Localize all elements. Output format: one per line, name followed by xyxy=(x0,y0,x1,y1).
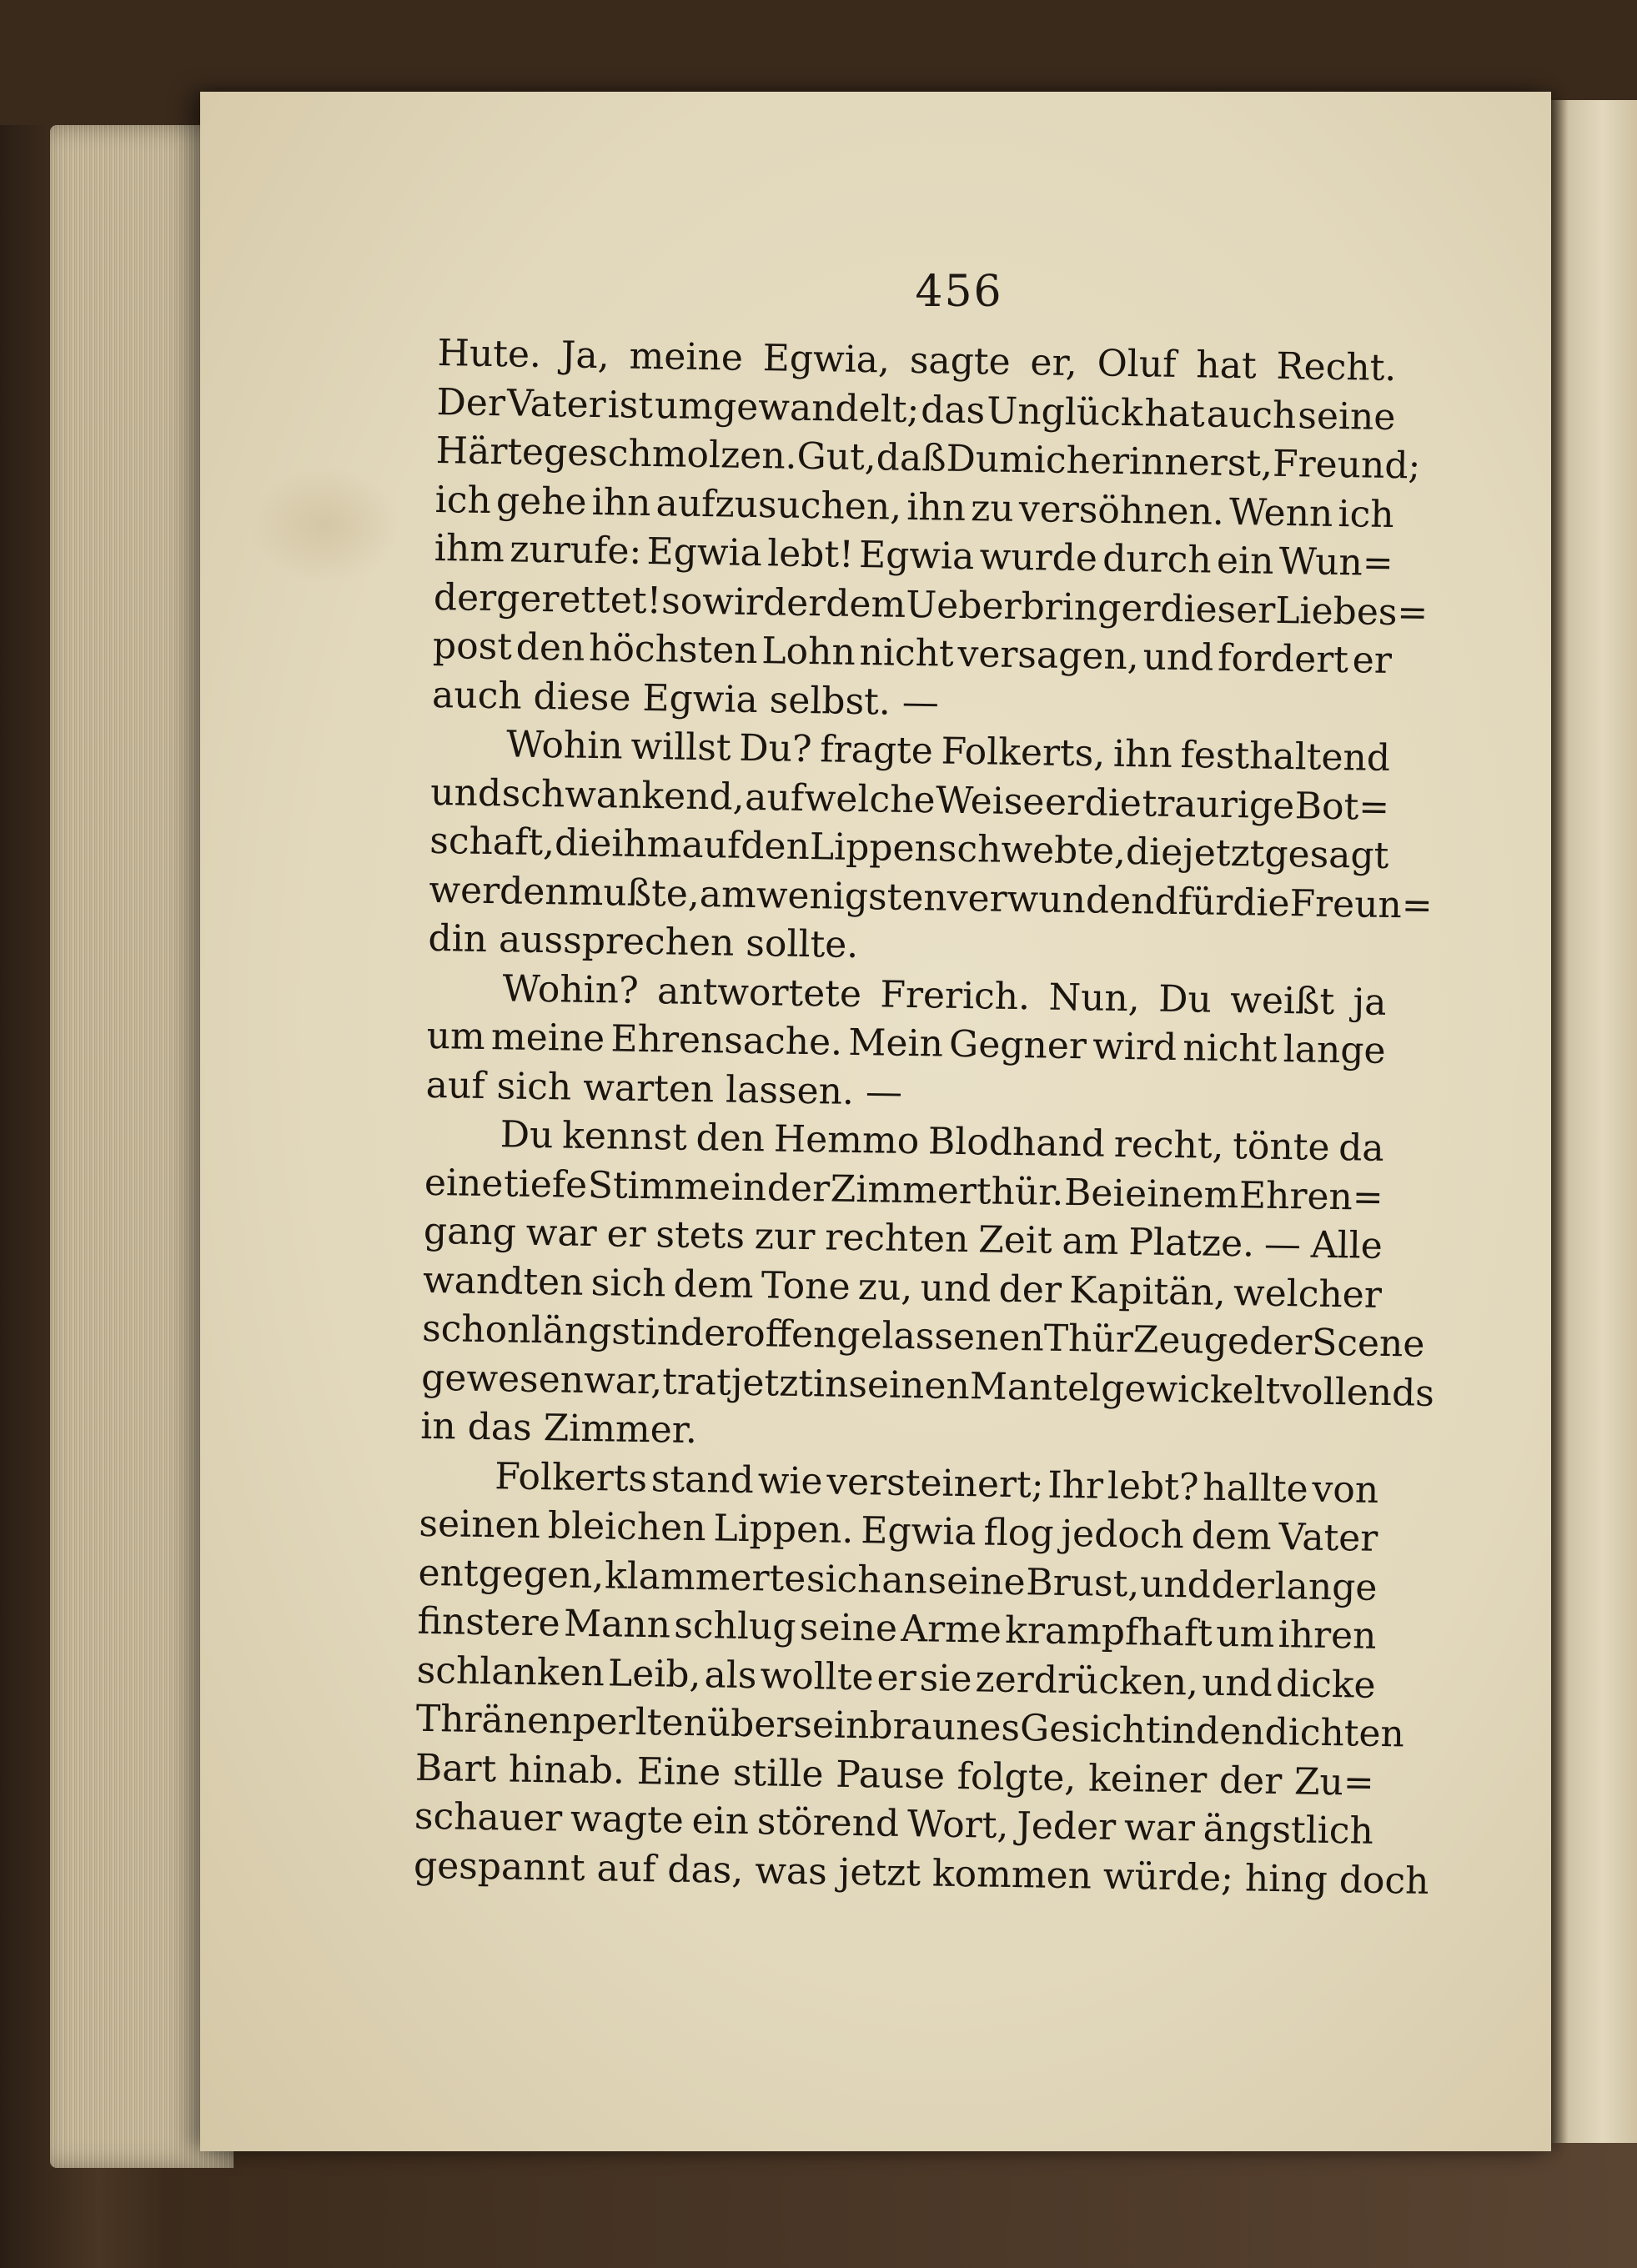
text-line: schon längst in der offengelassenen Thür Zeuge der Scene xyxy=(421,1307,1425,1366)
paragraph xyxy=(425,963,1387,1125)
text-line: gewesen war, trat jetzt in seinen Mantel gewickelt vollends xyxy=(420,1356,1435,1415)
text-line: Wohin? antwortete Frerich. Nun, Du weißt ja xyxy=(502,966,1387,1024)
text-line: gang war er stets zur rechten Zeit am Platze. — Alle xyxy=(423,1209,1383,1267)
text-line: Folkerts stand wie versteinert; Ihr lebt? hallte von xyxy=(495,1454,1379,1512)
text-line: schlanken Leib, als wollte er sie zerdrücken, und dicke xyxy=(416,1648,1376,1707)
text-line: gespannt auf das, was jetzt kommen würde; hing doch xyxy=(413,1844,1429,1903)
text-line: wandten sich dem Tone zu, und der Kapitän, welcher xyxy=(422,1258,1383,1317)
text-line: schaft, die ihm auf den Lippen schwebte, die jetzt gesagt xyxy=(429,819,1389,877)
text-line: Wohin willst Du? fragte Folkerts, ihn festhaltend xyxy=(505,723,1391,780)
text-line: auch diese Egwia selbst. — xyxy=(431,673,940,724)
text-line: Der Vater ist umgewandelt; das Unglück hat auch seine xyxy=(436,380,1396,439)
paragraph xyxy=(419,1110,1435,1467)
text-line: entgegen, klammerte sich an seine Brust, und der lange xyxy=(418,1551,1378,1609)
text-line: Thränen perlten über sein braunes Gesicht in den dichten xyxy=(415,1697,1405,1756)
text-line: werden mußte, am wenigsten verwundend für die Freun= xyxy=(429,868,1434,927)
paragraph xyxy=(431,329,1429,735)
paper-stain xyxy=(250,467,400,584)
paragraph xyxy=(428,720,1434,979)
text-line: und schwankend, auf welche Weise er die traurige Bot= xyxy=(429,770,1390,829)
text-line: post den höchsten Lohn nicht versagen, und fordert er xyxy=(432,624,1393,683)
text-line: Du kennst den Hemmo Blodhand recht, tönte da xyxy=(500,1113,1385,1170)
text-line: der gerettet! so wird er dem Ueberbringer dieser Liebes= xyxy=(433,575,1429,635)
text-line: in das Zimmer. xyxy=(419,1404,698,1453)
paragraph xyxy=(413,1451,1429,1904)
text-line: seinen bleichen Lippen. Egwia flog jedoch dem Vater xyxy=(419,1502,1378,1560)
text-line: ich gehe ihn aufzusuchen, ihn zu versöhnen. Wenn ich xyxy=(434,478,1394,536)
text-line: ihm zurufe: Egwia lebt! Egwia wurde durch ein Wun= xyxy=(434,526,1394,585)
text-line: auf sich warten lassen. — xyxy=(425,1063,903,1114)
text-line: finstere Mann schlug seine Arme krampfhaft um ihren xyxy=(417,1599,1377,1658)
text-line: din aussprechen sollte. xyxy=(428,916,859,967)
text-line: um meine Ehrensache. Mein Gegner wird nicht lange xyxy=(426,1014,1386,1072)
page-number: 456 xyxy=(915,267,1003,317)
text-line: Hute. Ja, meine Egwia, sagte er, Oluf hat Recht. xyxy=(437,331,1397,390)
text-line: Härte geschmolzen. Gut, daß Du mich erinnerst, Freund; xyxy=(435,429,1421,488)
facing-page-edge xyxy=(1551,100,1637,2143)
text-line: schauer wagte ein störend Wort, Jeder war ängstlich xyxy=(414,1794,1374,1853)
text-line: Bart hinab. Eine stille Pause folgte, keiner der Zu= xyxy=(414,1746,1375,1804)
text-line: eine tiefe Stimme in der Zimmerthür. Bei einem Ehren= xyxy=(424,1161,1384,1219)
body-text xyxy=(413,329,1435,1905)
